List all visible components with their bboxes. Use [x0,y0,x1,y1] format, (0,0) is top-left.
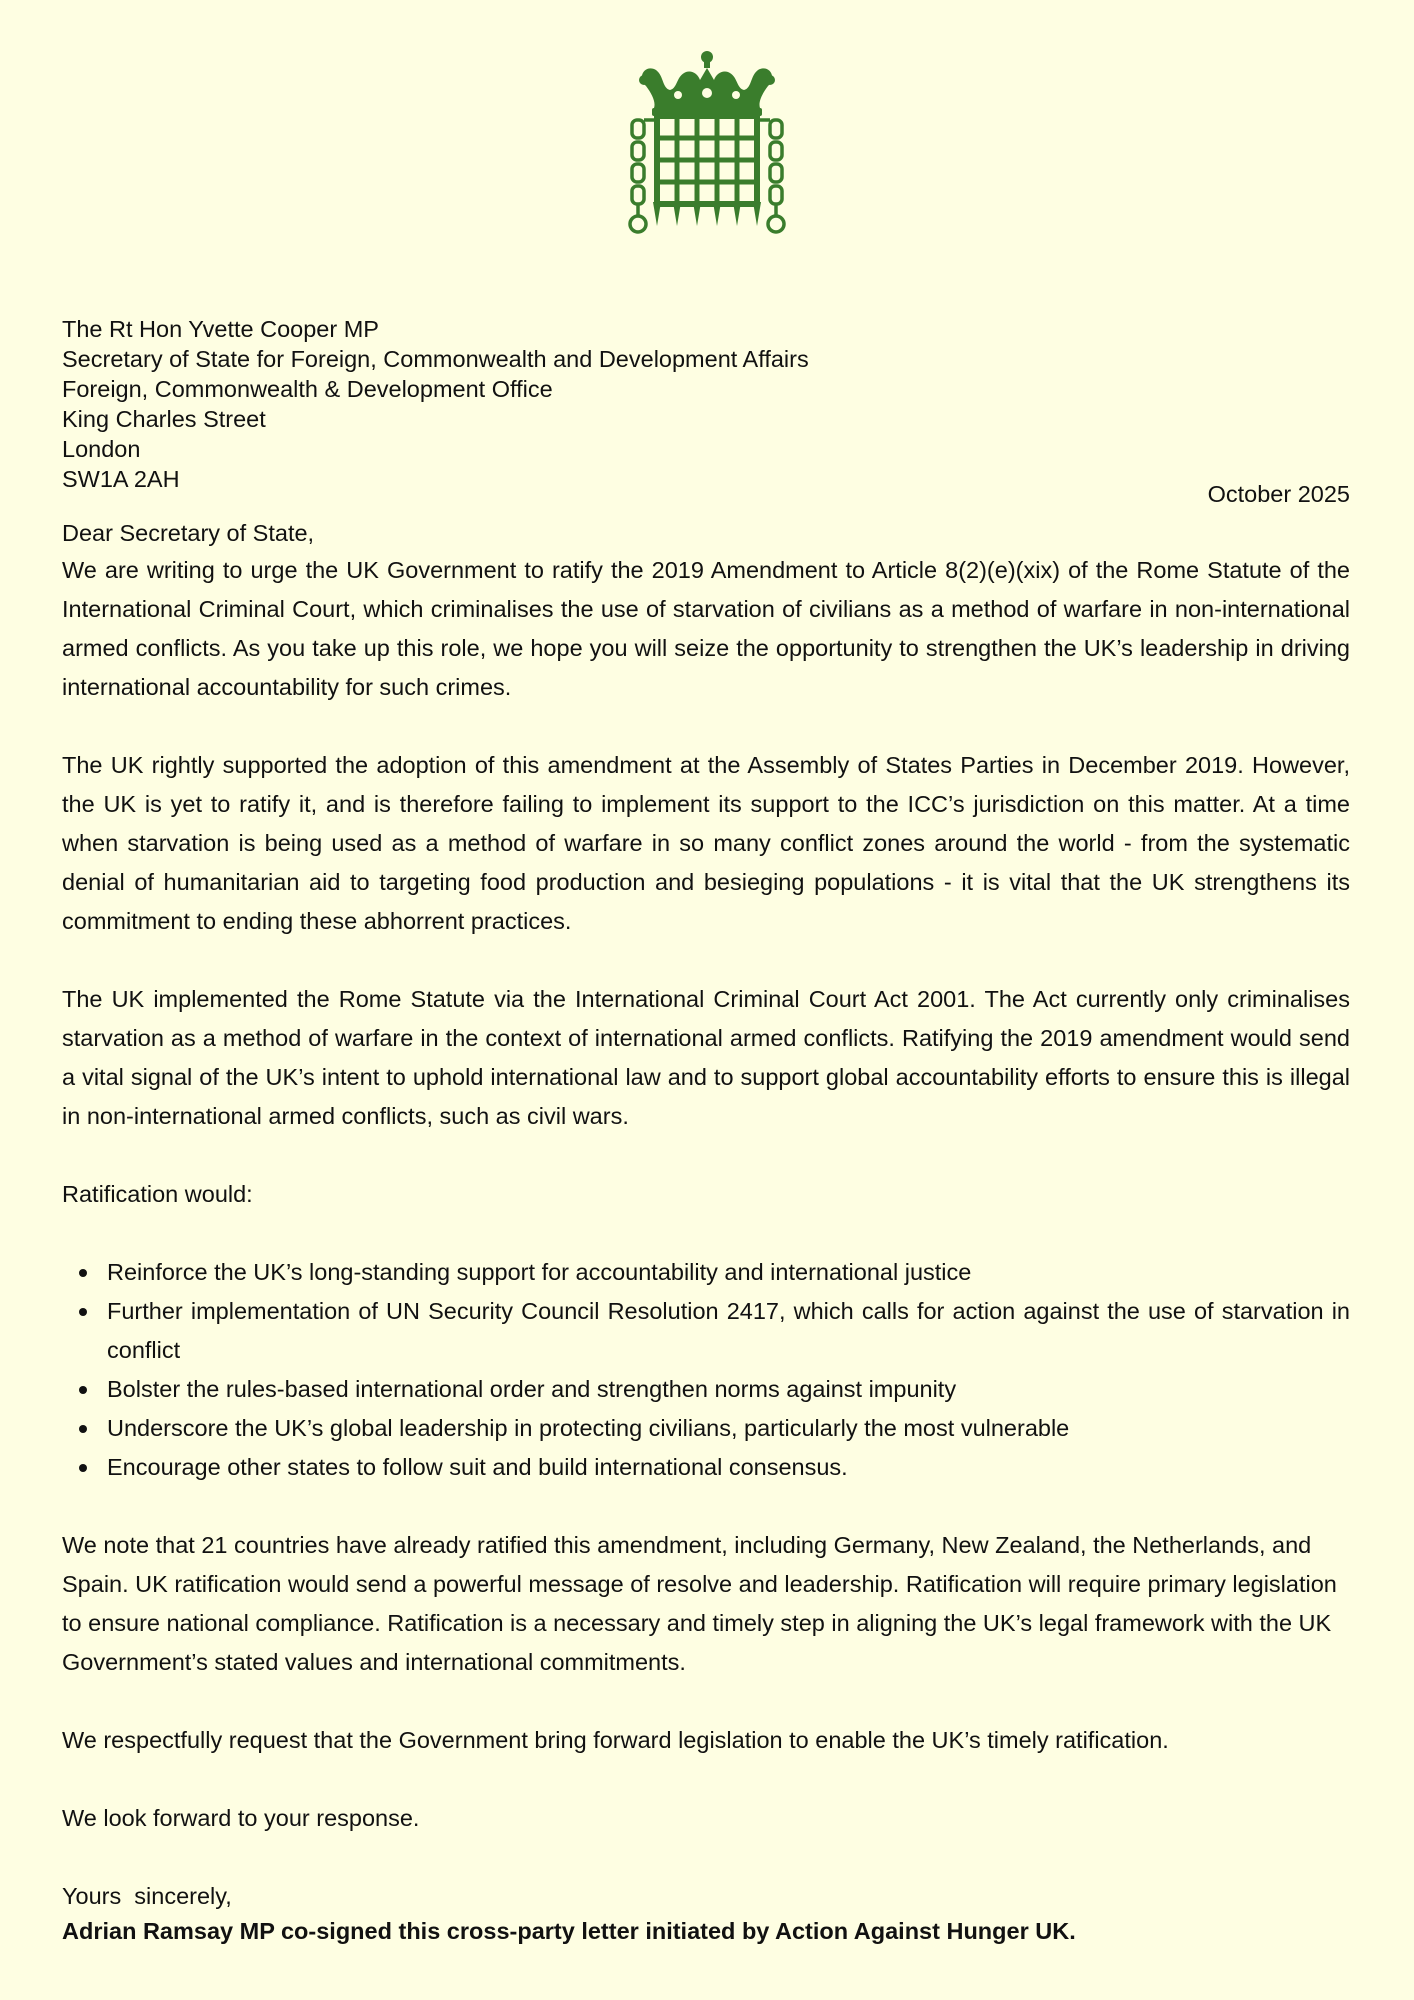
paragraph-countries: We note that 21 countries have already ratified this amendment, including Germany, New Zealand, the Netherlands, and Spain. UK ratification would send a powerful message of resolve and leadership. Ratification will require primary legislation to ensure national compliance. Ratification is a necessary and timely step in aligning the UK’s legal framework with the UK Government’s stated values and international commitments. [62,1532,1337,1675]
letter-date: October 2025 [1207,481,1350,507]
letter-body [62,518,1350,1946]
paragraph-support: The UK rightly supported the adoption of this amendment at the Assembly of States Parties in December 2019. However, the UK is yet to ratify it, and is therefore failing to implement its support to the ICC’s jurisdiction on this matter. At a time when starvation is being used as a method of warfare in so many conflict zones around the world - from the systematic denial of humanitarian aid to targeting food production and besieging populations - it is vital that the UK strengthens its commitment to ending these abhorrent practices. [62,752,1350,934]
recipient-city: London [62,436,141,462]
list-item-text: Reinforce the UK’s long-standing support for accountability and international justice [107,1259,972,1285]
list-item-text: Underscore the UK’s global leadership in protecting civilians, particularly the most vulnerable [107,1415,1070,1441]
paragraph-response: We look forward to your response. [62,1805,420,1831]
paragraph-rome-statute: The UK implemented the Rome Statute via the International Criminal Court Act 2001. The Act currently only criminalises starvation as a method of warfare in the context of international armed conflicts. Ratifying the 2019 amendment would send a vital signal of the UK’s intent to uphold international law and to support global accountability efforts to ensure this is illegal in non-international armed conflicts, such as civil wars. [62,986,1350,1129]
paragraph-intro: We are writing to urge the UK Government to ratify the 2019 Amendment to Article 8(2)(e)(xix) of the Rome Statute of the International Criminal Court, which criminalises the use of starvation of civilians as a method of warfare in non-international armed conflicts. As you take up this role, we hope you will seize the opportunity to strengthen the UK’s leadership in driving international accountability for such crimes. [62,557,1350,700]
signoff: Adrian Ramsay MP co-signed this cross-party letter initiated by Action Against Hunger UK. [62,1918,1076,1944]
bullet-icon [79,1308,87,1316]
bullet-icon [79,1269,87,1277]
ratification-benefits-list [62,1253,1350,1487]
recipient-address [62,314,962,494]
list-item [62,1370,1350,1409]
list-item-text: Encourage other states to follow suit and build international consensus. [107,1454,848,1480]
list-item-text: Further implementation of UN Security Council Resolution 2417, which calls for action against the use of starvation in conflict [107,1298,1350,1363]
recipient-title: Secretary of State for Foreign, Commonwealth and Development Affairs [62,346,809,372]
bullet-icon [79,1386,87,1394]
salutation: Dear Secretary of State, [62,520,315,546]
recipient-name: The Rt Hon Yvette Cooper MP [62,316,379,342]
paragraph-request: We respectfully request that the Government bring forward legislation to enable the UK’s timely ratification. [62,1727,1169,1753]
list-item [62,1448,1350,1487]
recipient-office: Foreign, Commonwealth & Development Office [62,376,553,402]
list-item [62,1253,1350,1292]
bullet-icon [79,1464,87,1472]
recipient-street: King Charles Street [62,406,266,432]
bullet-icon [79,1425,87,1433]
list-item [62,1409,1350,1448]
list-item-text: Bolster the rules-based international order and strengthen norms against impunity [107,1376,957,1402]
paragraph-ratification-lead: Ratification would: [62,1181,253,1207]
closing: Yours sincerely, [62,1883,232,1909]
portcullis-crest-icon [628,50,786,238]
list-item [62,1292,1350,1370]
recipient-postcode: SW1A 2AH [62,466,180,492]
